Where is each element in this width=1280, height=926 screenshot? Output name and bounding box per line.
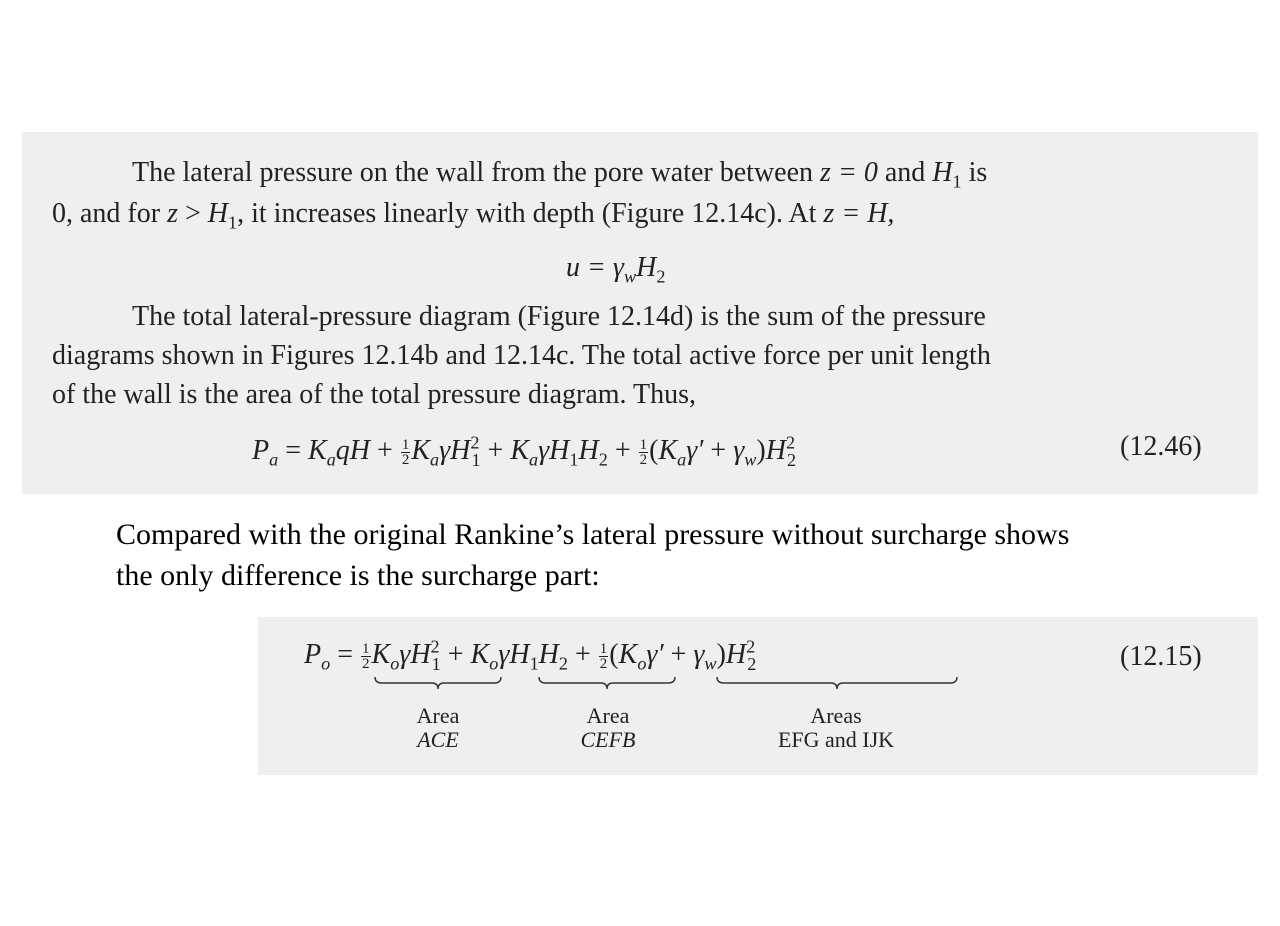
body-text-line1: Compared with the original Rankine’s lateral pressure without surcharge shows — [116, 518, 1070, 551]
underbrace-2 — [538, 676, 676, 690]
area-label-1: Area ACE — [416, 703, 460, 752]
equation-12-15: $P_o$ = $\frac{1}{2}$ $K_o\gamma H^2_1 + K_o\gamma H_1H_2$ + $\frac{1}{2}$ $(K_o\gamma' + \gamma_w)H^2_2$ — [304, 636, 757, 674]
area-label-3: Areas EFG and IJK — [777, 703, 895, 752]
underbrace-3 — [716, 676, 958, 690]
equation-12-46: $P_a = K_aqH$ + $\frac{1}{2}$ $K_a\gamma H^2_1 + K_a\gamma H_1H_2$ + $\frac{1}{2}$ $(K_a\gamma' + \gamma_w)H^2_2$ — [252, 432, 797, 470]
paragraph2-line1: The total lateral-pressure diagram (Figure 12.14d) is the sum of the pressure — [132, 301, 986, 332]
equation-u: $u = \gamma_wH_2$ — [566, 252, 666, 287]
equation-number-12-46: (12.46) — [1120, 431, 1202, 462]
paragraph2-line3: of the wall is the area of the total pressure diagram. Thus, — [52, 379, 697, 410]
paragraph1-line1: The lateral pressure on the wall from the pore water between z = 0 and $H_1$ is — [132, 157, 988, 192]
paragraph2-line2: diagrams shown in Figures 12.14b and 12.14c. The total active force per unit length — [52, 340, 991, 371]
area-label-2: Area CEFB — [580, 703, 636, 752]
equation-number-12-15: (12.15) — [1120, 641, 1202, 672]
body-text-line2: the only difference is the surcharge part: — [116, 559, 600, 592]
underbrace-1 — [374, 676, 502, 690]
paragraph1-line2: 0, and for $z > H_1$, it increases linearly with depth (Figure 12.14c). At z = H, — [52, 198, 895, 233]
